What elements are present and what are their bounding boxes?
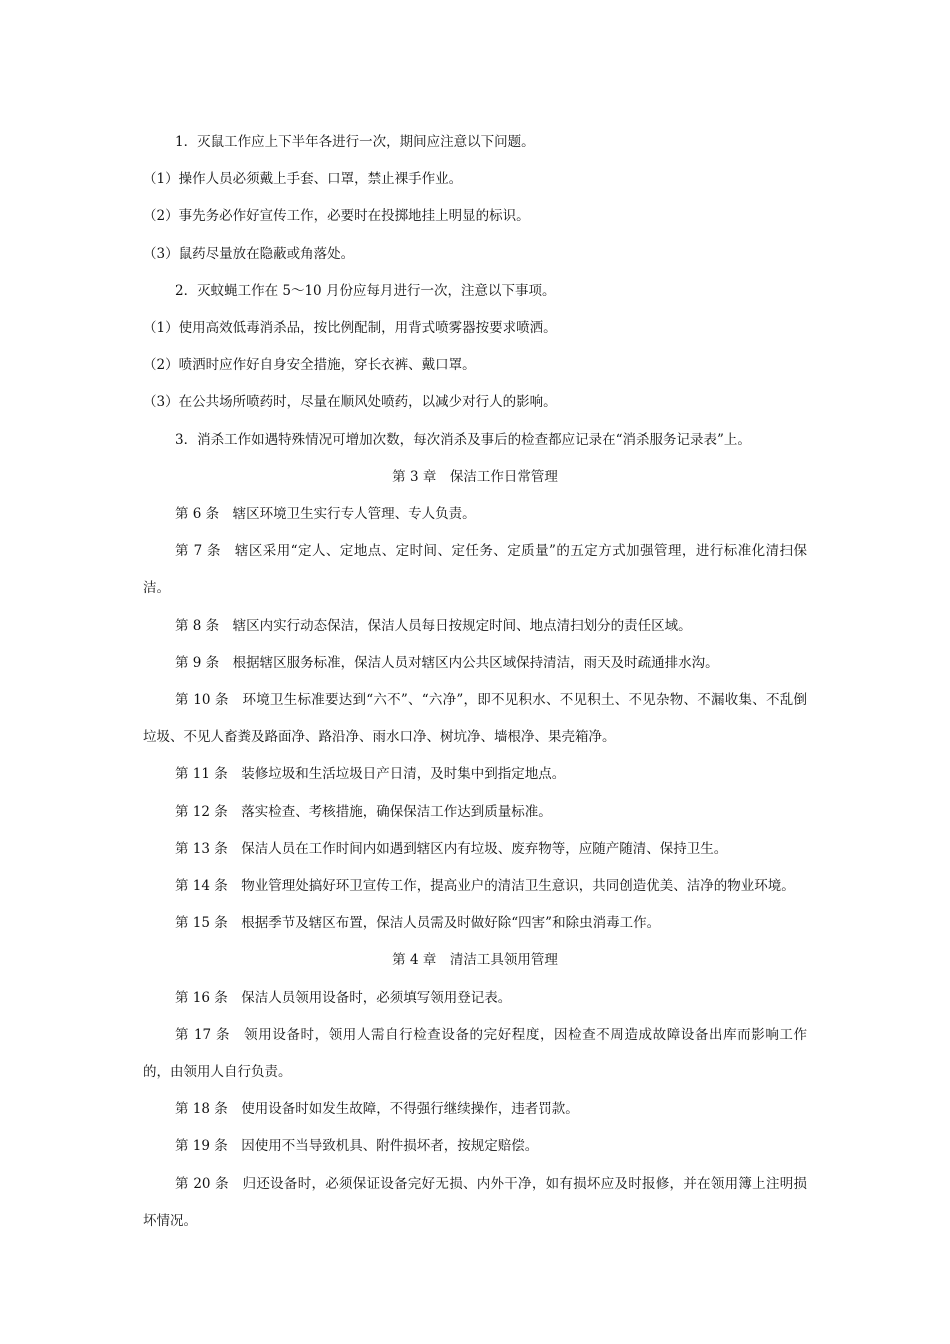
article-19: 第 19 条 因使用不当导致机具、附件损坏者，按规定赔偿。 [175,1138,539,1155]
article-12: 第 12 条 落实检查、考核措施，确保保洁工作达到质量标准。 [175,803,552,820]
article-9: 第 9 条 根据辖区服务标准，保洁人员对辖区内公共区域保持清洁，雨天及时疏通排水沟。 [175,654,719,671]
article-18: 第 18 条 使用设备时如发生故障，不得强行继续操作，违者罚款。 [175,1101,579,1118]
paragraph-mosquito-item-1: （1）使用高效低毒消杀品，按比例配制，用背式喷雾器按要求喷洒。 [143,320,557,337]
article-13: 第 13 条 保洁人员在工作时间内如遇到辖区内有垃圾、废弃物等，应随产随清、保持卫生。 [175,840,728,857]
paragraph-rodent-item-3: （3）鼠药尽量放在隐蔽或角落处。 [143,245,355,262]
article-17: 第 17 条 领用设备时，领用人需自行检查设备的完好程度，因检查不周造成故障设备出库而影响工作的，由领用人自行负责。 [143,1026,807,1081]
article-6: 第 6 条 辖区环境卫生实行专人管理、专人负责。 [175,506,476,523]
paragraph-mosquito-item-3: （3）在公共场所喷药时，尽量在顺风处喷药，以减少对行人的影响。 [143,394,557,411]
chapter-3-heading: 第 3 章 保洁工作日常管理 [392,468,558,485]
article-16: 第 16 条 保洁人员领用设备时，必须填写领用登记表。 [175,989,512,1006]
article-8: 第 8 条 辖区内实行动态保洁，保洁人员每日按规定时间、地点清扫划分的责任区域。 [175,617,692,634]
article-11: 第 11 条 装修垃圾和生活垃圾日产日清，及时集中到指定地点。 [175,766,566,783]
document-body [143,124,807,1240]
paragraph-disinfection-record: 3．消杀工作如遇特殊情况可增加次数，每次消杀及事后的检查都应记录在“消杀服务记录表”上。 [175,431,751,448]
paragraph-rodent-control: 1．灭鼠工作应上下半年各进行一次，期间应注意以下问题。 [175,134,535,150]
article-14: 第 14 条 物业管理处搞好环卫宣传工作，提高业户的清洁卫生意识，共同创造优美、洁净的物业环境。 [175,878,795,895]
article-20: 第 20 条 归还设备时，必须保证设备完好无损、内外干净，如有损坏应及时报修，并在领用簿上注明损坏情况。 [143,1175,807,1229]
paragraph-rodent-item-2: （2）事先务必作好宣传工作，必要时在投掷地挂上明显的标识。 [143,208,530,225]
article-10: 第 10 条 环境卫生标准要达到“六不”、“六净”，即不见积水、不见积土、不见杂物、不漏收集、不乱倒垃圾、不见人畜粪及路面净、路沿净、雨水口净、树坑净、墙根净、果壳箱净。 [143,692,807,746]
chapter-4-heading: 第 4 章 清洁工具领用管理 [392,952,558,969]
paragraph-rodent-item-1: （1）操作人员必须戴上手套、口罩，禁止裸手作业。 [143,171,463,188]
article-7: 第 7 条 辖区采用“定人、定地点、定时间、定任务、定质量”的五定方式加强管理，进行标准化清扫保洁。 [143,543,807,597]
paragraph-mosquito-item-2: （2）喷洒时应作好自身安全措施，穿长衣裤、戴口罩。 [143,357,476,374]
paragraph-mosquito-control: 2．灭蚊蝇工作在 5～10 月份应每月进行一次，注意以下事项。 [175,282,556,299]
article-15: 第 15 条 根据季节及辖区布置，保洁人员需及时做好除“四害”和除虫消毒工作。 [175,915,661,932]
